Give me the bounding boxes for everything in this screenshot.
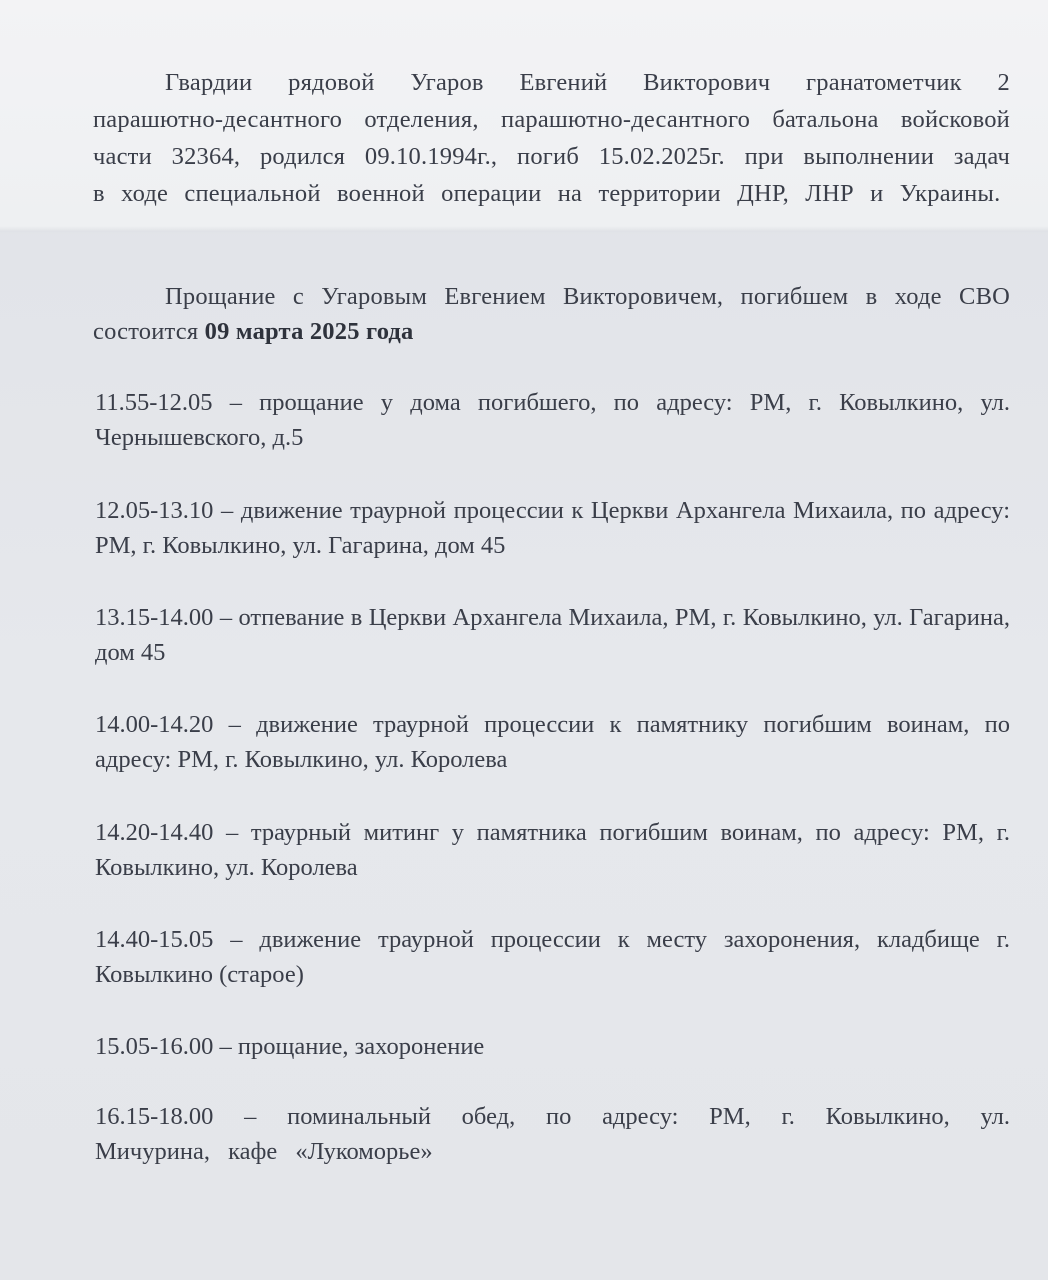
schedule-item: 14.40-15.05 – движение траурной процессии к месту захоронения, кладбище г. Ковылкино (старое) [95,926,1010,988]
schedule-item: 14.00-14.20 – движение траурной процессии к памятнику погибшим воинам, по адресу: РМ, г. Ковылкино, ул. Королева [95,711,1010,773]
farewell-text: Прощание с Угаровым Евгением Викторовичем, погибшем в ходе СВО состоится [93,283,1010,345]
schedule-item: 15.05-16.00 – прощание, захоронение [95,1033,485,1060]
schedule-item: 14.20-14.40 – траурный митинг у памятника погибшим воинам, по адресу: РМ, г. Ковылкино, ул. Королева [95,819,1010,881]
schedule-item: 16.15-18.00 – поминальный обед, по адресу: РМ, г. Ковылкино, ул. Мичурина, кафе «Лукоморье» [95,1103,1010,1165]
farewell-paragraph [93,279,1010,349]
schedule-item: 12.05-13.10 – движение траурной процессии к Церкви Архангела Михаила, по адресу: РМ, г. Ковылкино, ул. Гагарина, дом 45 [95,497,1010,559]
schedule-item: 11.55-12.05 – прощание у дома погибшего, по адресу: РМ, г. Ковылкино, ул. Чернышевского, д.5 [95,389,1010,451]
farewell-date: 09 марта 2025 года [204,318,414,345]
paper-fold-shadow [0,226,1048,236]
schedule-item: 13.15-14.00 – отпевание в Церкви Архангела Михаила, РМ, г. Ковылкино, ул. Гагарина, дом 45 [95,604,1010,666]
intro-paragraph: Гвардии рядовой Угаров Евгений Викторович гранатометчик 2 парашютно-десантного отделения, парашютно-десантного батальона войсковой части 32364, родился 09.10.1994г., погиб 15.02.2025г. при выполнении задач в ходе специальной военной операции на территории ДНР, ЛНР и Украины. [93,69,1010,207]
